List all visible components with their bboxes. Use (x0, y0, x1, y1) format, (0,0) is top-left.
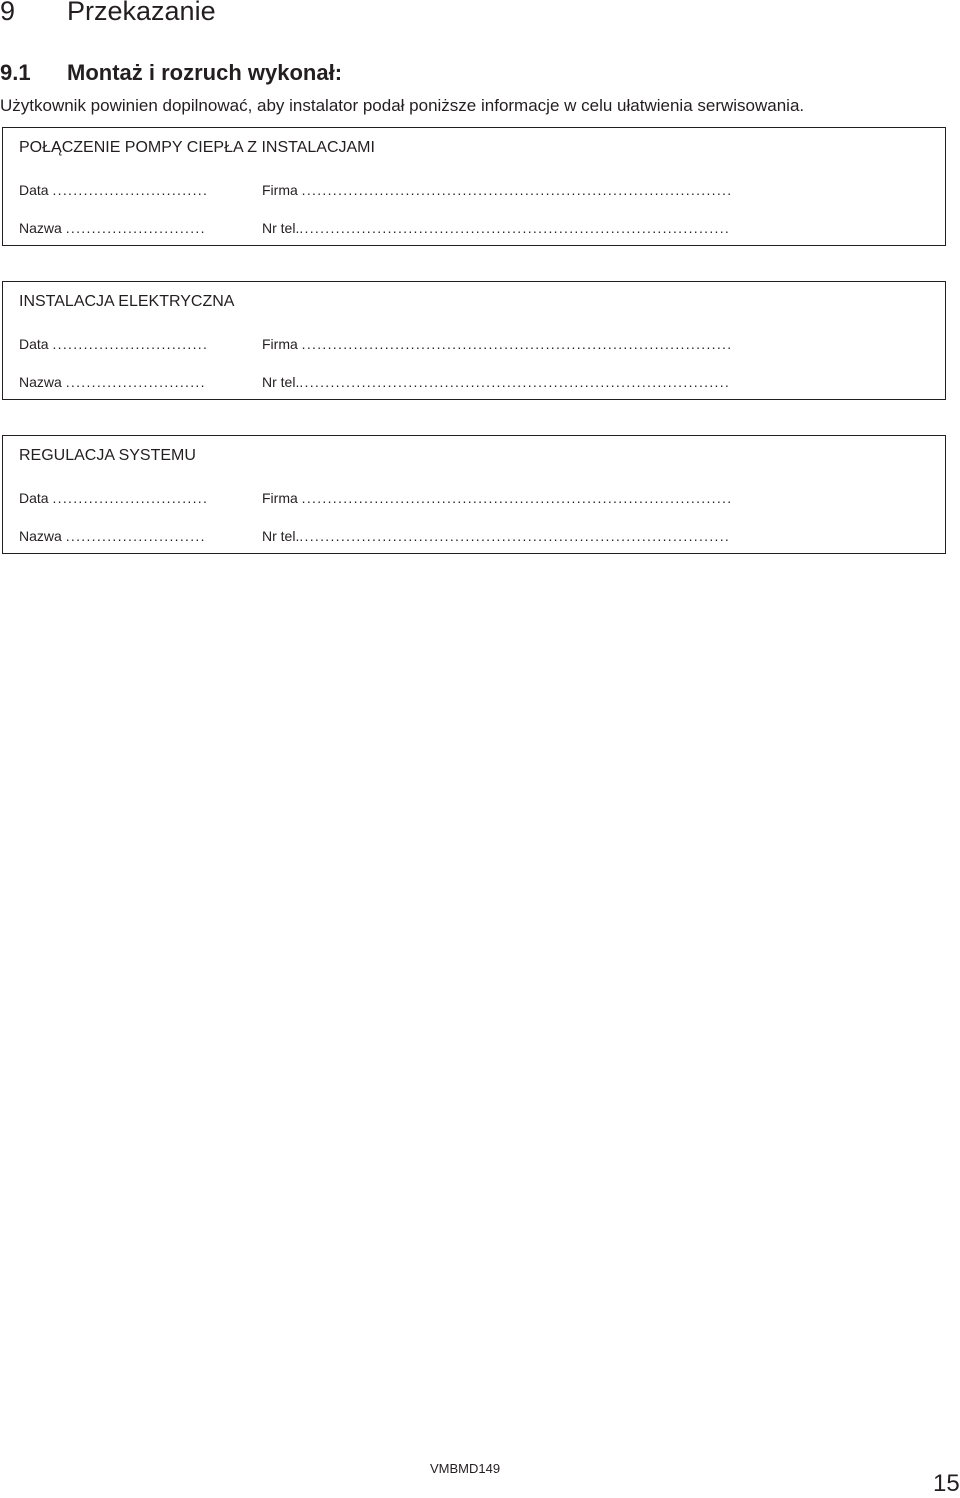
phone-label: Nr tel. (262, 528, 300, 544)
subsection-number: 9.1 (0, 60, 31, 85)
section-title: Przekazanie (67, 0, 216, 26)
form-title: REGULACJA SYSTEMU (19, 447, 196, 464)
form-box-regulation (2, 435, 946, 554)
company-label: Firma (262, 336, 298, 352)
name-leader: ........................... (65, 374, 206, 390)
date-label: Data (19, 336, 49, 352)
name-label: Nazwa (19, 528, 62, 544)
company-field[interactable] (262, 182, 790, 198)
date-leader: .............................. (52, 336, 209, 352)
phone-field[interactable] (262, 374, 790, 390)
name-field[interactable] (19, 220, 235, 236)
date-label: Data (19, 490, 49, 506)
subsection-title: Montaż i rozruch wykonał: (67, 60, 343, 85)
document-code: VMBMD149 (430, 1461, 501, 1476)
date-field[interactable] (19, 336, 235, 352)
company-field[interactable] (262, 336, 790, 352)
date-field[interactable] (19, 182, 235, 198)
company-leader: ................................................................................... (301, 490, 733, 506)
name-field[interactable] (19, 528, 235, 544)
phone-field[interactable] (262, 528, 790, 544)
section-number: 9 (0, 0, 16, 26)
phone-label: Nr tel. (262, 374, 300, 390)
name-leader: ........................... (65, 220, 206, 236)
name-leader: ........................... (65, 528, 206, 544)
date-leader: .............................. (52, 182, 209, 198)
subsection-heading (0, 60, 342, 86)
phone-leader: ................................................................................... (299, 220, 731, 236)
name-label: Nazwa (19, 220, 62, 236)
phone-label: Nr tel. (262, 220, 300, 236)
phone-leader: ................................................................................... (299, 528, 731, 544)
form-title: POŁĄCZENIE POMPY CIEPŁA Z INSTALACJAMI (19, 139, 375, 156)
phone-leader: ................................................................................... (299, 374, 731, 390)
company-leader: ................................................................................... (301, 182, 733, 198)
company-field[interactable] (262, 490, 790, 506)
name-label: Nazwa (19, 374, 62, 390)
form-box-electrical (2, 281, 946, 400)
form-title: INSTALACJA ELEKTRYCZNA (19, 293, 235, 310)
phone-field[interactable] (262, 220, 790, 236)
company-label: Firma (262, 182, 298, 198)
date-leader: .............................. (52, 490, 209, 506)
section-heading (0, 0, 216, 27)
date-label: Data (19, 182, 49, 198)
intro-text: Użytkownik powinien dopilnować, aby instalator podał poniższe informacje w celu ułatwienia serwisowania. (0, 96, 805, 115)
form-box-connection (2, 127, 946, 246)
name-field[interactable] (19, 374, 235, 390)
page-number: 15 (933, 1470, 960, 1497)
company-leader: ................................................................................... (301, 336, 733, 352)
company-label: Firma (262, 490, 298, 506)
date-field[interactable] (19, 490, 235, 506)
